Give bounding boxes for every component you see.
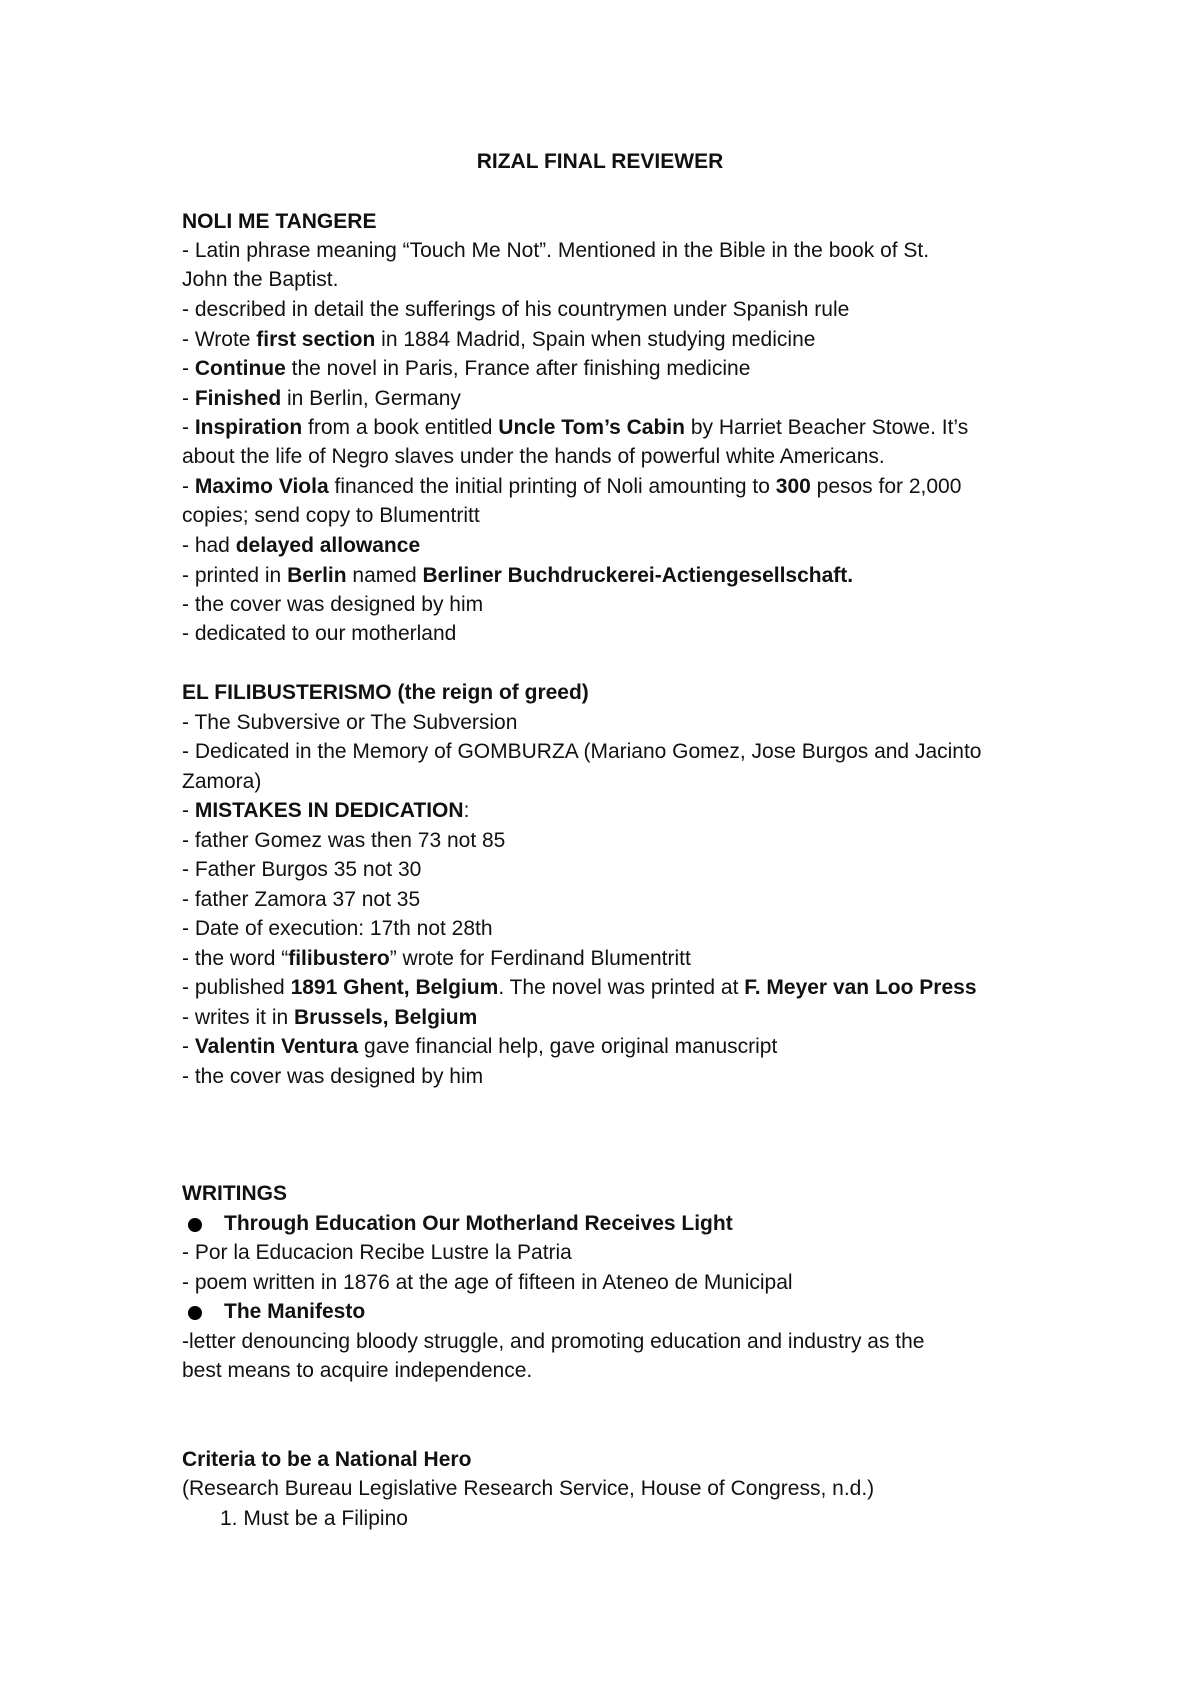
fili-line: - father Gomez was then 73 not 85 bbox=[182, 829, 506, 852]
fili-line: - father Zamora 37 not 35 bbox=[182, 888, 421, 911]
fili-line: - MISTAKES IN DEDICATION: bbox=[182, 799, 470, 822]
noli-line: John the Baptist. bbox=[182, 268, 339, 291]
fili-line: Zamora) bbox=[182, 770, 262, 793]
noli-line: - described in detail the sufferings of his countrymen under Spanish rule bbox=[182, 298, 850, 321]
noli-line: - Continue the novel in Paris, France after finishing medicine bbox=[182, 357, 751, 380]
bullet-icon bbox=[188, 1306, 202, 1320]
fili-line: - Dedicated in the Memory of GOMBURZA (Mariano Gomez, Jose Burgos and Jacinto bbox=[182, 740, 982, 763]
noli-line: - had delayed allowance bbox=[182, 534, 421, 557]
writings-line: best means to acquire independence. bbox=[182, 1359, 533, 1382]
fili-line: - Date of execution: 17th not 28th bbox=[182, 917, 493, 940]
writings-line: - Por la Educacion Recibe Lustre la Patria bbox=[182, 1241, 572, 1264]
noli-line: - the cover was designed by him bbox=[182, 593, 484, 616]
noli-line: - Latin phrase meaning “Touch Me Not”. Mentioned in the Bible in the book of St. bbox=[182, 239, 930, 262]
writings-line: -letter denouncing bloody struggle, and promoting education and industry as the bbox=[182, 1330, 925, 1353]
noli-heading: NOLI ME TANGERE bbox=[182, 210, 377, 233]
writings-line: - poem written in 1876 at the age of fifteen in Ateneo de Municipal bbox=[182, 1271, 793, 1294]
page-title: RIZAL FINAL REVIEWER bbox=[476, 150, 724, 173]
criteria-source: (Research Bureau Legislative Research Service, House of Congress, n.d.) bbox=[182, 1477, 875, 1500]
fili-line: - writes it in Brussels, Belgium bbox=[182, 1006, 478, 1029]
noli-line: copies; send copy to Blumentritt bbox=[182, 504, 480, 527]
fili-line: - the word “filibustero” wrote for Ferdinand Blumentritt bbox=[182, 947, 691, 970]
writings-heading: WRITINGS bbox=[182, 1182, 287, 1205]
noli-line: - printed in Berlin named Berliner Buchdruckerei-Actiengesellschaft. bbox=[182, 564, 854, 587]
criteria-heading: Criteria to be a National Hero bbox=[182, 1448, 472, 1471]
criteria-list-item: 1. Must be a Filipino bbox=[220, 1507, 408, 1530]
fili-line: - the cover was designed by him bbox=[182, 1065, 484, 1088]
bullet-icon bbox=[188, 1218, 202, 1232]
fili-heading: EL FILIBUSTERISMO (the reign of greed) bbox=[182, 681, 589, 704]
writings-item-title: Through Education Our Motherland Receives Light bbox=[224, 1212, 733, 1235]
noli-line: - Maximo Viola financed the initial printing of Noli amounting to 300 pesos for 2,000 bbox=[182, 475, 962, 498]
fili-line: - The Subversive or The Subversion bbox=[182, 711, 518, 734]
noli-line: - Finished in Berlin, Germany bbox=[182, 387, 461, 410]
fili-line: - Valentin Ventura gave financial help, gave original manuscript bbox=[182, 1035, 778, 1058]
noli-line: - Inspiration from a book entitled Uncle Tom’s Cabin by Harriet Beacher Stowe. It’s bbox=[182, 416, 969, 439]
fili-line: - published 1891 Ghent, Belgium. The novel was printed at F. Meyer van Loo Press bbox=[182, 976, 977, 999]
writings-item-title: The Manifesto bbox=[224, 1300, 366, 1323]
noli-line: - dedicated to our motherland bbox=[182, 622, 457, 645]
fili-line: - Father Burgos 35 not 30 bbox=[182, 858, 422, 881]
noli-line: about the life of Negro slaves under the hands of powerful white Americans. bbox=[182, 445, 885, 468]
noli-line: - Wrote first section in 1884 Madrid, Spain when studying medicine bbox=[182, 328, 816, 351]
